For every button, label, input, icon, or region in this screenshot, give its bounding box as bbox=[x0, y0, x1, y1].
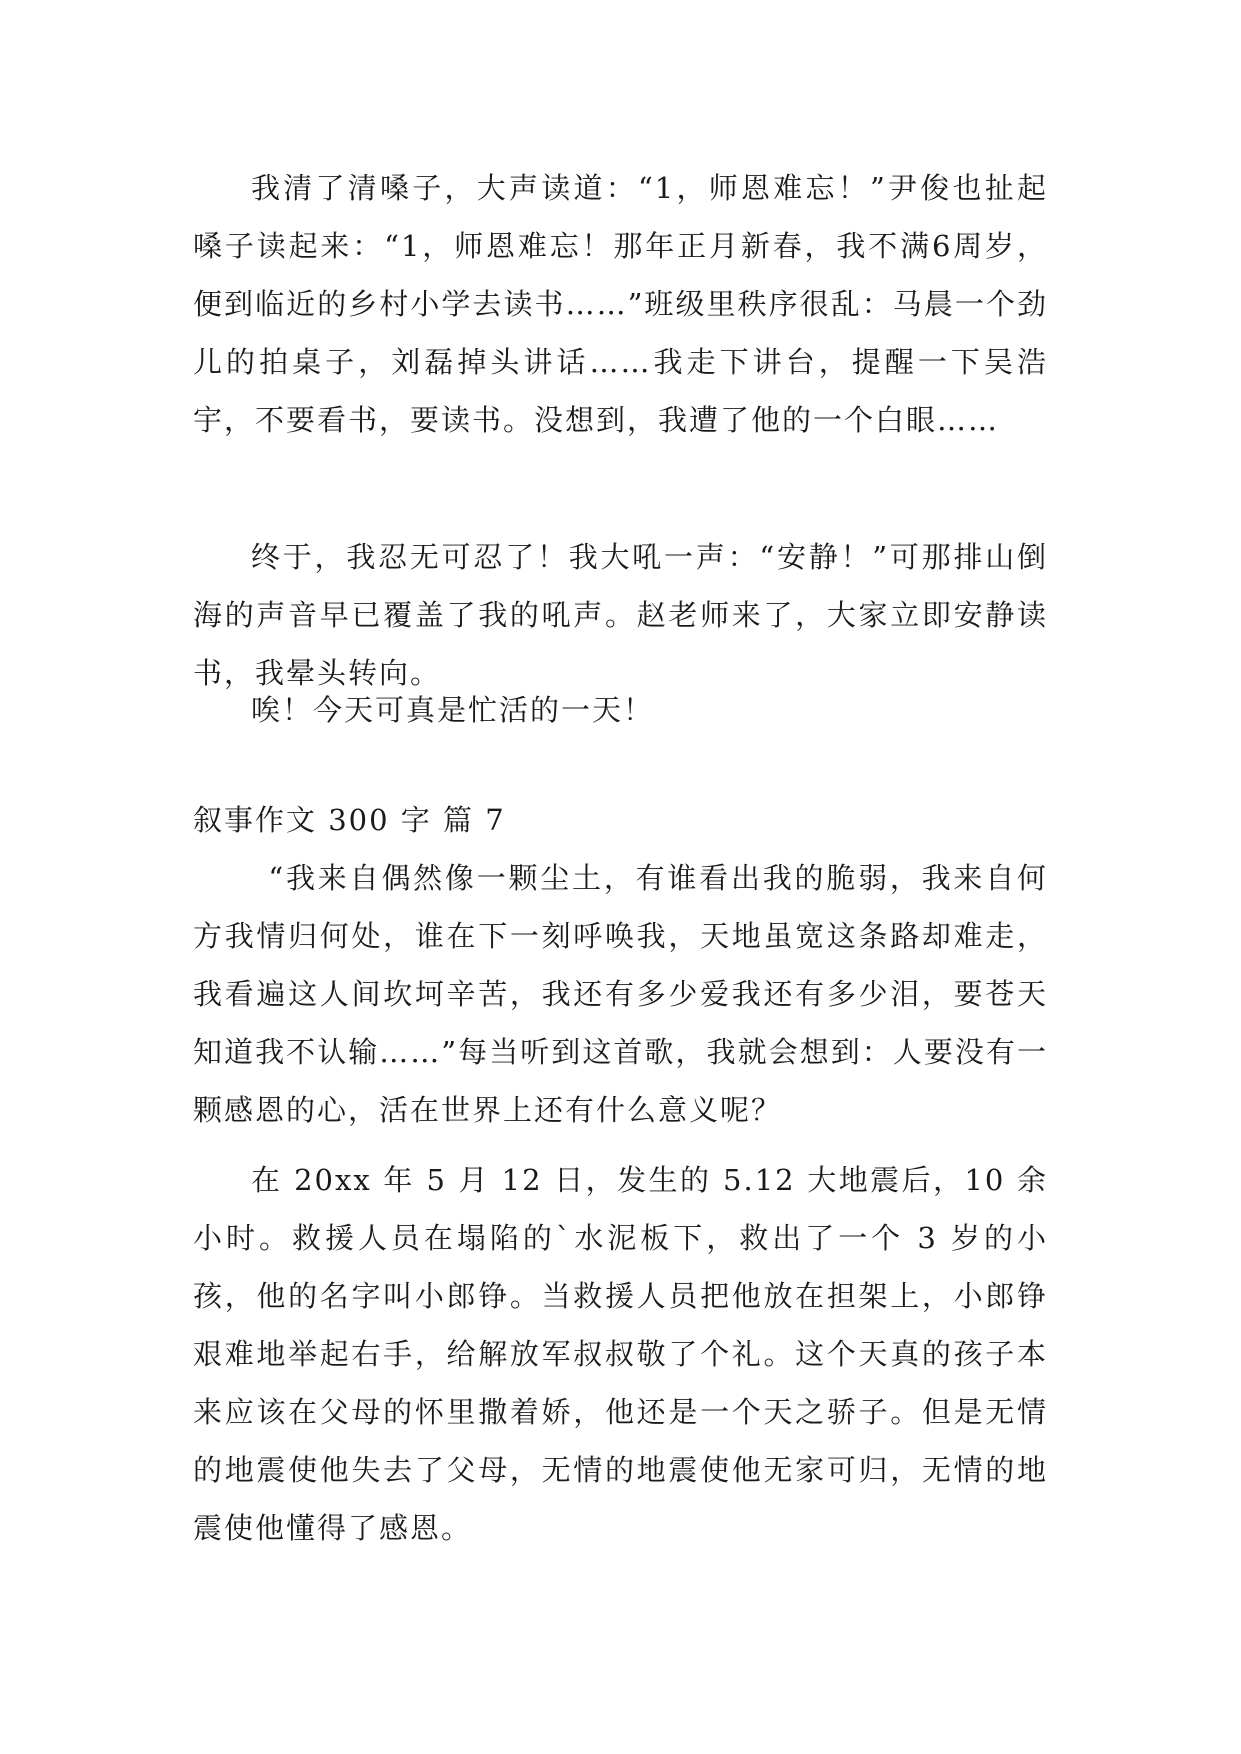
paragraph-earthquake: 在 20xx 年 5 月 12 日，发生的 5.12 大地震后，10 余小时。救援人员在塌陷的`水泥板下，救出了一个 3 岁的小孩，他的名字叫小郎铮。当救援人员把他放在担架上，小郎铮艰难地举起右手，给解放军叔叔敬了个礼。这个天真的孩子本来应该在父母的怀里撒着娇，他还是一个天之骄子。但是无情的地震使他失去了父母，无情的地震使他无家可归，无情的地震使他懂得了感恩。 bbox=[193, 1163, 1048, 1545]
section-heading: 叙事作文 300 字 篇 7 bbox=[193, 803, 506, 837]
paragraph-block bbox=[193, 159, 1048, 449]
paragraph-shout: 终于，我忍无可忍了！我大吼一声：“安静！”可那排山倒海的声音早已覆盖了我的吼声。赵老师来了，大家立即安静读书，我晕头转向。 bbox=[193, 540, 1048, 690]
paragraph-block bbox=[193, 681, 1048, 739]
paragraph-block bbox=[193, 528, 1048, 702]
paragraph-block bbox=[193, 849, 1048, 1139]
paragraph-block bbox=[193, 1151, 1048, 1557]
paragraph-song-lyrics: “我来自偶然像一颗尘土，有谁看出我的脆弱，我来自何方我情归何处，谁在下一刻呼唤我，天地虽宽这条路却难走，我看遍这人间坎坷辛苦，我还有多少爱我还有多少泪，要苍天知道我不认输……”每当听到这首歌，我就会想到：人要没有一颗感恩的心，活在世界上还有什么意义呢？ bbox=[193, 861, 1048, 1127]
paragraph-reading-aloud: 我清了清嗓子，大声读道：“1，师恩难忘！”尹俊也扯起嗓子读起来：“1，师恩难忘！那年正月新春，我不满6周岁，便到临近的乡村小学去读书……”班级里秩序很乱：马晨一个劲儿的拍桌子，刘磊掉头讲话……我走下讲台，提醒一下吴浩宇，不要看书，要读书。没想到，我遭了他的一个白眼…… bbox=[193, 171, 1048, 437]
paragraph-busy-day: 唉！今天可真是忙活的一天！ bbox=[251, 693, 655, 727]
